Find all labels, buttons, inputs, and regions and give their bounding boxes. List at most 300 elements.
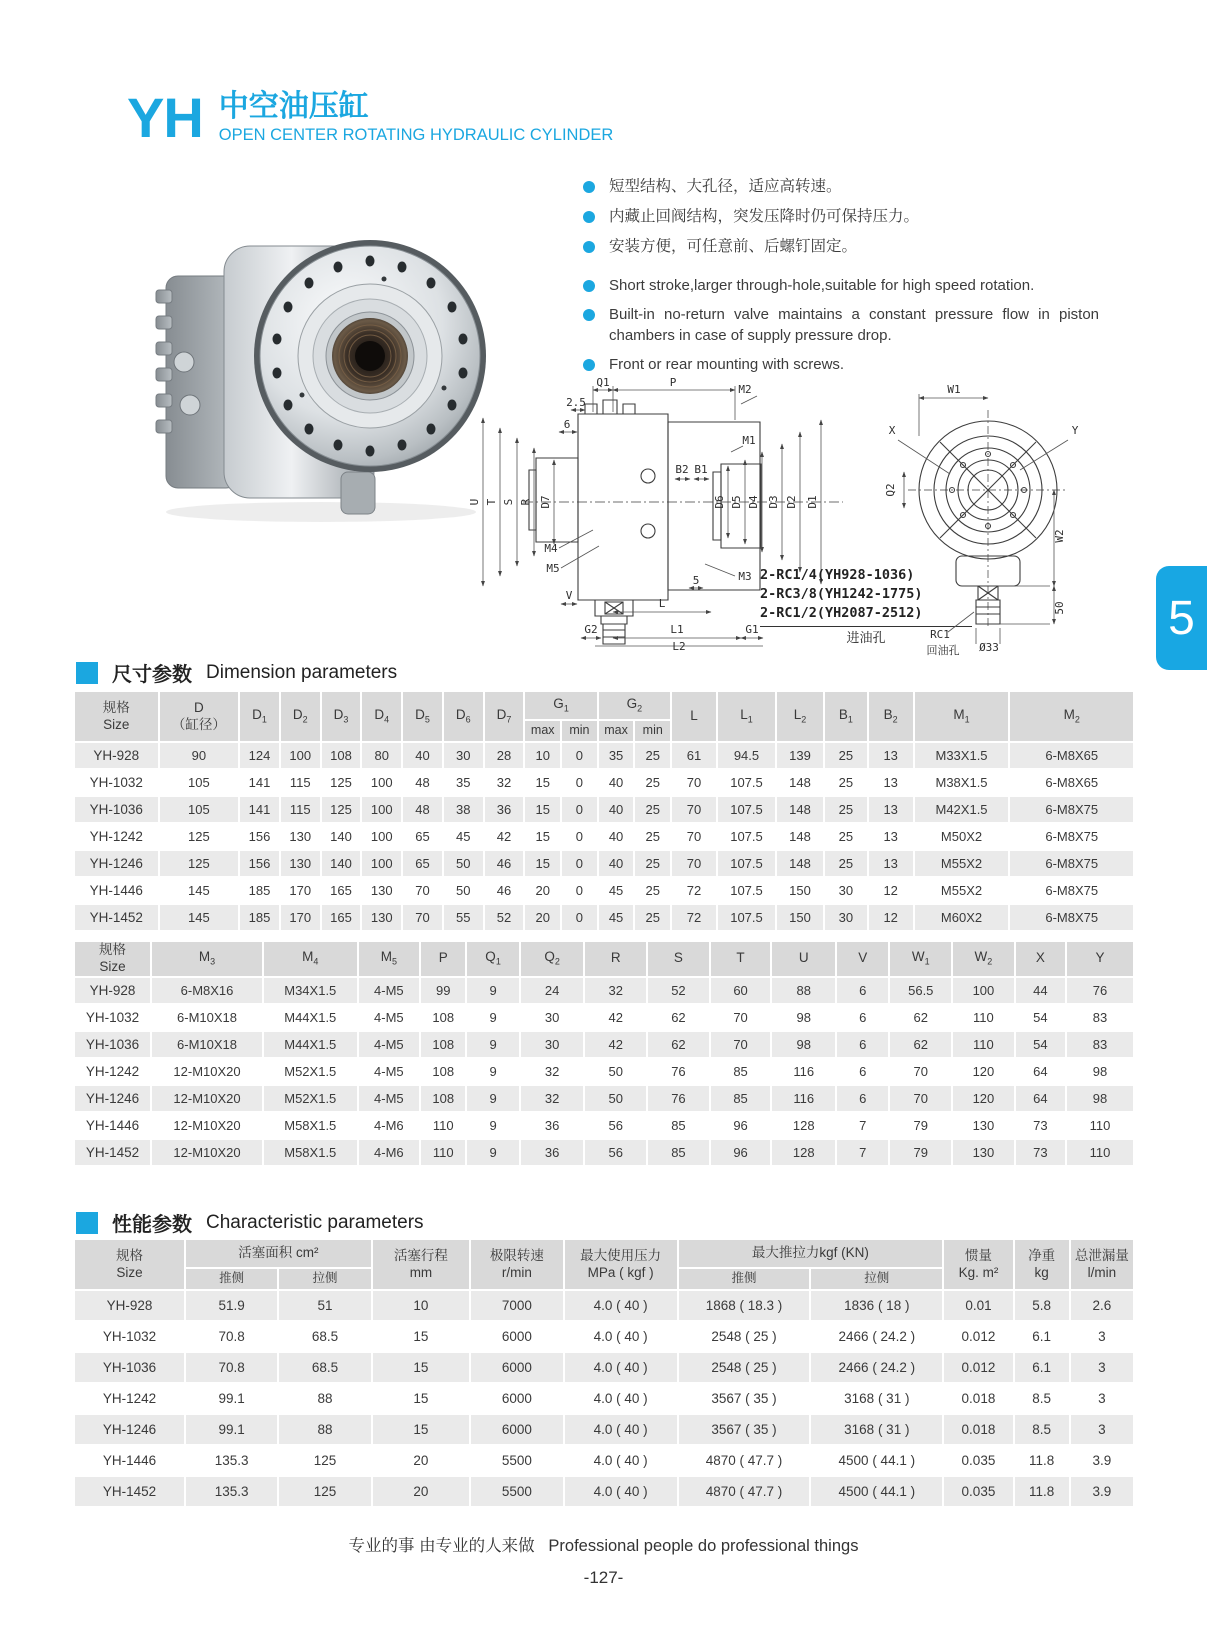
table-cell: M58X1.5 (264, 1140, 357, 1165)
dimension-label: D1 (806, 495, 819, 509)
column-header: $M_2$ (1010, 692, 1133, 741)
table-cell: 108 (421, 1032, 465, 1057)
table-cell: 185 (240, 878, 279, 903)
table-cell: 6-M8X75 (1010, 851, 1133, 876)
table-cell: 98 (1067, 1086, 1133, 1111)
row-header: YH-928 (75, 978, 150, 1003)
product-title-en: OPEN CENTER ROTATING HYDRAULIC CYLINDER (218, 126, 614, 144)
port-spec-line: 2-RC3/8(YH1242-1775) (760, 586, 923, 602)
table-cell: 73 (1016, 1140, 1065, 1165)
dimension-label: G2 (584, 623, 598, 636)
table-cell: 62 (890, 1032, 951, 1057)
table-cell: 125 (322, 797, 361, 822)
table-cell: 4500 ( 44.1 ) (811, 1477, 942, 1506)
column-header: 净重 kg (1015, 1240, 1069, 1289)
dimension-label: G1 (745, 623, 759, 636)
table-cell: 90 (160, 743, 239, 768)
table-cell: 88 (279, 1415, 370, 1444)
table-row (75, 1059, 1133, 1084)
column-header: L (672, 692, 716, 741)
table-cell: 6-M8X75 (1010, 797, 1133, 822)
table-cell: 0.01 (944, 1291, 1013, 1320)
table-cell: 165 (322, 905, 361, 930)
table-cell: 52 (648, 978, 709, 1003)
table-cell: 96 (711, 1113, 771, 1138)
table-cell: 62 (648, 1032, 709, 1057)
table-cell: 2548 ( 25 ) (679, 1322, 810, 1351)
table-cell: 36 (485, 797, 524, 822)
table-cell: 46 (485, 851, 524, 876)
table-cell: 70 (672, 824, 716, 849)
table-cell: 156 (240, 851, 279, 876)
table-cell: 76 (1067, 978, 1133, 1003)
section-title-characteristic: 性能参数 Characteristic parameters (76, 1208, 424, 1237)
table-cell: 105 (160, 797, 239, 822)
dimension-label: Ø33 (979, 641, 999, 654)
table-cell: 50 (585, 1086, 646, 1111)
table-cell: 40 (599, 824, 634, 849)
table-cell: 5500 (471, 1446, 562, 1475)
table-cell: 0.012 (944, 1322, 1013, 1351)
table-cell: 4870 ( 47.7 ) (679, 1477, 810, 1506)
dimension-label: RC1 (930, 628, 950, 641)
table-cell: 4-M5 (359, 1032, 420, 1057)
table-cell: 0.018 (944, 1384, 1013, 1413)
table-cell: 6 (837, 1086, 888, 1111)
table-cell: 0 (562, 851, 597, 876)
table-cell: 165 (322, 878, 361, 903)
column-header: $D_4$ (362, 692, 401, 741)
column-header: S (648, 942, 709, 976)
dimension-label: 6 (563, 418, 571, 431)
feature-item: 安装方便，可任意前、后螺钉固定。 (583, 236, 1099, 257)
table-cell: 99 (421, 978, 465, 1003)
column-header: 最大使用压力 MPa ( kgf ) (565, 1240, 677, 1289)
column-header: 规格 Size (75, 1240, 184, 1289)
column-header: $G_2$ (599, 692, 670, 719)
table-cell: 9 (467, 1113, 518, 1138)
table-cell: 32 (485, 770, 524, 795)
table-cell: 0 (562, 743, 597, 768)
table-cell: 125 (279, 1446, 370, 1475)
row-header: YH-1246 (75, 851, 158, 876)
table-cell: 25 (825, 743, 867, 768)
table-cell: 150 (777, 878, 823, 903)
page-header (127, 86, 614, 149)
chapter-tab: 5 (1156, 566, 1207, 670)
table-cell: 72 (672, 878, 716, 903)
table-cell: 1836 ( 18 ) (811, 1291, 942, 1320)
table-cell: 30 (825, 905, 867, 930)
table-cell: 128 (772, 1140, 835, 1165)
dimension-label: L (658, 597, 666, 610)
table-row (75, 1140, 1133, 1165)
table-cell: 6-M10X18 (152, 1032, 262, 1057)
table-cell: 130 (281, 851, 320, 876)
table-cell: 70 (672, 797, 716, 822)
product-title-zh: 中空油压缸 (218, 90, 369, 123)
table-cell: 30 (444, 743, 483, 768)
table-cell: 13 (869, 851, 913, 876)
table-cell: 4-M5 (359, 1086, 420, 1111)
row-header: YH-1242 (75, 1059, 150, 1084)
table-cell: 0 (562, 878, 597, 903)
table-cell: 6-M8X75 (1010, 878, 1133, 903)
table-cell: 79 (890, 1140, 951, 1165)
dimension-label: M2 (738, 383, 752, 396)
table-cell: 3.9 (1071, 1477, 1133, 1506)
table-cell: 6.1 (1015, 1353, 1069, 1382)
dimension-label: W2 (1053, 529, 1066, 543)
table-cell: 110 (1067, 1113, 1133, 1138)
row-header: YH-1446 (75, 1446, 184, 1475)
table-cell: 3.9 (1071, 1446, 1133, 1475)
table-cell: 61 (672, 743, 716, 768)
column-header: U (772, 942, 835, 976)
row-header: YH-1452 (75, 1140, 150, 1165)
feature-item: Short stroke,larger through-hole,suitable for high speed rotation. (583, 275, 1099, 296)
table-cell: 30 (825, 878, 867, 903)
table-row (75, 1005, 1133, 1030)
table-cell: 6-M8X16 (152, 978, 262, 1003)
feature-item: Front or rear mounting with screws. (583, 354, 1099, 375)
column-header: $Q_2$ (521, 942, 584, 976)
table-row (75, 978, 1133, 1003)
table-row (75, 1384, 1133, 1413)
table-cell: M44X1.5 (264, 1005, 357, 1030)
dimension-label: 5 (692, 574, 700, 587)
table-cell: 32 (585, 978, 646, 1003)
table-cell: 35 (444, 770, 483, 795)
table-cell: 64 (1016, 1059, 1065, 1084)
table-row (75, 824, 1133, 849)
feature-item: 内藏止回阀结构，突发压降时仍可保持压力。 (583, 206, 1099, 227)
table-cell: 46 (485, 878, 524, 903)
table-cell: 4.0 ( 40 ) (565, 1477, 677, 1506)
table-cell: 115 (281, 770, 320, 795)
table-cell: 130 (281, 824, 320, 849)
table-cell: 98 (1067, 1059, 1133, 1084)
table-cell: 7 (837, 1140, 888, 1165)
row-header: YH-1032 (75, 1005, 150, 1030)
dimension-table-1 (73, 690, 1135, 932)
table-cell: M55X2 (915, 878, 1009, 903)
table-cell: 15 (525, 851, 560, 876)
column-subheader: 拉侧 (279, 1269, 370, 1289)
table-cell: 20 (373, 1477, 470, 1506)
table-cell: 80 (362, 743, 401, 768)
dimension-table-2 (73, 940, 1135, 1167)
column-header: $D_6$ (444, 692, 483, 741)
table-cell: M58X1.5 (264, 1113, 357, 1138)
table-cell: 99.1 (186, 1384, 277, 1413)
table-cell: 83 (1067, 1032, 1133, 1057)
table-cell: 4.0 ( 40 ) (565, 1322, 677, 1351)
column-header: T (711, 942, 771, 976)
table-cell: 30 (521, 1005, 584, 1030)
table-cell: 25 (825, 797, 867, 822)
table-cell: 20 (373, 1446, 470, 1475)
table-cell: 70 (890, 1059, 951, 1084)
table-cell: 70 (711, 1005, 771, 1030)
table-cell: 125 (322, 770, 361, 795)
table-cell: 20 (525, 878, 560, 903)
table-cell: 130 (953, 1140, 1014, 1165)
column-subheader: 推侧 (186, 1269, 277, 1289)
footer-slogan: 专业的事 由专业的人来做 Professional people do professional things (348, 1537, 859, 1555)
dimension-label: M3 (738, 570, 752, 583)
dimension-label: D2 (785, 495, 798, 509)
column-header: $B_2$ (869, 692, 913, 741)
table-cell: 100 (362, 824, 401, 849)
table-cell: 135.3 (186, 1446, 277, 1475)
table-cell: 9 (467, 1032, 518, 1057)
table-cell: 115 (281, 797, 320, 822)
table-cell: 0.018 (944, 1415, 1013, 1444)
table-row (75, 743, 1133, 768)
table-cell: 2466 ( 24.2 ) (811, 1322, 942, 1351)
column-header: $W_1$ (890, 942, 951, 976)
table-cell: 110 (421, 1140, 465, 1165)
table-cell: 40 (403, 743, 442, 768)
table-cell: 107.5 (718, 878, 775, 903)
table-cell: M52X1.5 (264, 1059, 357, 1084)
table-cell: 15 (525, 824, 560, 849)
table-cell: M42X1.5 (915, 797, 1009, 822)
table-row (75, 1322, 1133, 1351)
dimension-label: T (485, 498, 498, 506)
row-header: YH-1032 (75, 770, 158, 795)
dimension-label: B2 (675, 463, 689, 476)
row-header: YH-1452 (75, 905, 158, 930)
dimension-label: S (502, 498, 515, 506)
table-cell: 4.0 ( 40 ) (565, 1446, 677, 1475)
column-header: $Q_1$ (467, 942, 518, 976)
table-cell: 56.5 (890, 978, 951, 1003)
column-header: 活塞面积 cm² (186, 1240, 371, 1267)
column-header: $M_1$ (915, 692, 1009, 741)
port-spec-line: 2-RC1/2(YH2087-2512) (760, 605, 923, 621)
table-cell: 141 (240, 770, 279, 795)
table-cell: 9 (467, 1005, 518, 1030)
table-cell: 25 (635, 851, 670, 876)
table-cell: 145 (160, 878, 239, 903)
table-cell: 100 (362, 770, 401, 795)
table-cell: 130 (362, 878, 401, 903)
table-cell: M55X2 (915, 851, 1009, 876)
dimension-label: D5 (730, 495, 743, 509)
table-cell: 3 (1071, 1322, 1133, 1351)
table-cell: 3567 ( 35 ) (679, 1415, 810, 1444)
column-header: V (837, 942, 888, 976)
table-cell: 9 (467, 1086, 518, 1111)
column-header: 总泄漏量 l/min (1071, 1240, 1133, 1289)
table-cell: 100 (362, 851, 401, 876)
row-header: YH-1246 (75, 1086, 150, 1111)
column-header: Y (1067, 942, 1133, 976)
table-cell: 107.5 (718, 851, 775, 876)
table-cell: 15 (373, 1384, 470, 1413)
table-row (75, 905, 1133, 930)
table-cell: 0 (562, 824, 597, 849)
page-number: -127- (583, 1568, 624, 1587)
table-cell: 5.8 (1015, 1291, 1069, 1320)
table-cell: 15 (373, 1322, 470, 1351)
table-cell: 56 (585, 1140, 646, 1165)
table-cell: 68.5 (279, 1353, 370, 1382)
table-cell: M50X2 (915, 824, 1009, 849)
table-cell: 4-M5 (359, 978, 420, 1003)
column-header: 规格 Size (75, 692, 158, 741)
series-logo: YH (127, 86, 203, 149)
table-cell: 6 (837, 1005, 888, 1030)
table-cell: 12-M10X20 (152, 1140, 262, 1165)
table-cell: 64 (1016, 1086, 1065, 1111)
table-cell: 6-M8X75 (1010, 905, 1133, 930)
table-cell: 88 (279, 1384, 370, 1413)
feature-item: Built-in no-return valve maintains a constant pressure flow in piston chambers in case of supply pressure drop. (583, 304, 1099, 346)
table-cell: 44 (1016, 978, 1065, 1003)
column-subheader: max (525, 721, 560, 741)
table-cell: 25 (825, 851, 867, 876)
table-cell: 3 (1071, 1384, 1133, 1413)
table-cell: 25 (635, 770, 670, 795)
table-cell: 85 (711, 1059, 771, 1084)
table-cell: 170 (281, 878, 320, 903)
dimension-label: X (888, 424, 896, 437)
table-cell: 170 (281, 905, 320, 930)
column-header: $D_3$ (322, 692, 361, 741)
table-cell: 3168 ( 31 ) (811, 1415, 942, 1444)
table-cell: 25 (825, 824, 867, 849)
table-cell: 4-M5 (359, 1059, 420, 1084)
column-header: $D_7$ (485, 692, 524, 741)
table-cell: 25 (635, 905, 670, 930)
table-cell: 4870 ( 47.7 ) (679, 1446, 810, 1475)
column-subheader: max (599, 721, 634, 741)
table-cell: 9 (467, 1059, 518, 1084)
row-header: YH-928 (75, 1291, 184, 1320)
table-cell: 125 (279, 1477, 370, 1506)
table-cell: 6-M8X75 (1010, 824, 1133, 849)
table-cell: 4.0 ( 40 ) (565, 1415, 677, 1444)
row-header: YH-1036 (75, 1353, 184, 1382)
dimension-label: 50 (1053, 601, 1066, 615)
table-cell: 15 (373, 1415, 470, 1444)
table-cell: 40 (599, 797, 634, 822)
table-cell: 4.0 ( 40 ) (565, 1353, 677, 1382)
table-cell: 141 (240, 797, 279, 822)
column-header: D （缸径） (160, 692, 239, 741)
table-cell: 42 (485, 824, 524, 849)
table-cell: 156 (240, 824, 279, 849)
table-cell: 50 (444, 851, 483, 876)
table-cell: 6-M8X65 (1010, 743, 1133, 768)
dimension-label: R (519, 498, 532, 506)
table-cell: 107.5 (718, 824, 775, 849)
table-cell: 124 (240, 743, 279, 768)
column-header: $G_1$ (525, 692, 596, 719)
bullet-icon (583, 309, 595, 321)
table-cell: 107.5 (718, 797, 775, 822)
table-cell: 148 (777, 851, 823, 876)
table-cell: 0 (562, 770, 597, 795)
table-cell: 36 (521, 1140, 584, 1165)
table-cell: 70 (672, 770, 716, 795)
table-cell: 25 (635, 824, 670, 849)
dimension-label: V (565, 589, 573, 602)
table-row (75, 1113, 1133, 1138)
row-header: YH-1446 (75, 1113, 150, 1138)
dimension-label: D7 (539, 495, 552, 509)
table-cell: 140 (322, 824, 361, 849)
table-cell: 12-M10X20 (152, 1113, 262, 1138)
table-cell: 7000 (471, 1291, 562, 1320)
table-cell: 11.8 (1015, 1446, 1069, 1475)
table-cell: 24 (521, 978, 584, 1003)
table-cell: 120 (953, 1086, 1014, 1111)
table-cell: 15 (525, 797, 560, 822)
table-cell: 25 (825, 770, 867, 795)
dimension-label: D3 (767, 495, 780, 509)
column-header: X (1016, 942, 1065, 976)
dimension-label: U (468, 498, 481, 506)
table-cell: 73 (1016, 1113, 1065, 1138)
table-cell: 70 (672, 851, 716, 876)
table-cell: 120 (953, 1059, 1014, 1084)
table-row (75, 878, 1133, 903)
bullet-icon (583, 211, 595, 223)
table-cell: 3 (1071, 1353, 1133, 1382)
column-header: 最大推拉力kgf (KN) (679, 1240, 943, 1267)
table-cell: 51 (279, 1291, 370, 1320)
table-cell: 45 (599, 878, 634, 903)
column-header: 极限转速 r/min (471, 1240, 562, 1289)
dimension-label: D6 (713, 495, 726, 509)
table-cell: 6000 (471, 1322, 562, 1351)
table-cell: 70 (403, 878, 442, 903)
table-cell: 25 (635, 743, 670, 768)
table-cell: 145 (160, 905, 239, 930)
table-cell: 4.0 ( 40 ) (565, 1291, 677, 1320)
row-header: YH-1242 (75, 1384, 184, 1413)
column-subheader: min (635, 721, 670, 741)
table-cell: 85 (648, 1140, 709, 1165)
table-cell: 107.5 (718, 905, 775, 930)
column-header: $L_2$ (777, 692, 823, 741)
table-cell: 99.1 (186, 1415, 277, 1444)
table-cell: 116 (772, 1059, 835, 1084)
table-cell: 8.5 (1015, 1384, 1069, 1413)
table-cell: M38X1.5 (915, 770, 1009, 795)
table-cell: 40 (599, 770, 634, 795)
column-header: $M_3$ (152, 942, 262, 976)
column-subheader: min (562, 721, 597, 741)
table-cell: M34X1.5 (264, 978, 357, 1003)
dimension-label: 2.5 (566, 396, 586, 409)
column-subheader: 推侧 (679, 1269, 810, 1289)
table-cell: 0 (562, 905, 597, 930)
port-spec-line: 2-RC1/4(YH928-1036) (760, 567, 915, 583)
table-cell: 2.6 (1071, 1291, 1133, 1320)
dimension-label: 回油孔 (926, 644, 960, 657)
table-cell: 0 (562, 797, 597, 822)
table-cell: 4500 ( 44.1 ) (811, 1446, 942, 1475)
table-cell: 25 (635, 797, 670, 822)
table-cell: 13 (869, 743, 913, 768)
table-cell: 85 (711, 1086, 771, 1111)
table-cell: 79 (890, 1113, 951, 1138)
